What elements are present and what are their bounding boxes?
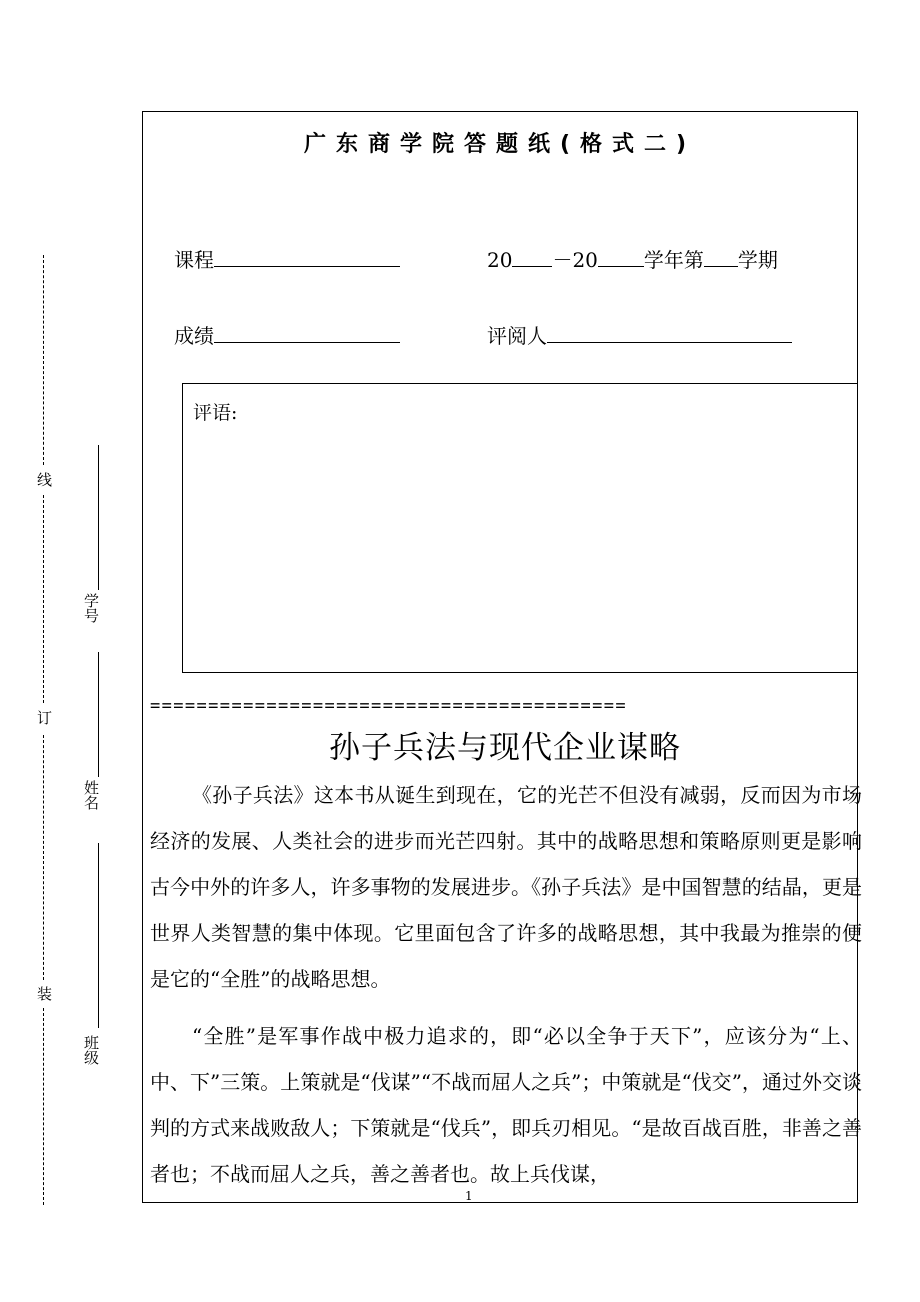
year-dash: －	[552, 248, 573, 272]
essay-paragraph: 《孙子兵法》这本书从诞生到现在，它的光芒不但没有减弱，反而因为市场经济的发展、人类社会的进步而光芒四射。其中的战略思想和策略原则更是影响古今中外的许多人，许多事物的发展进步。《孙子兵法》是中国智慧的结晶，更是世界人类智慧的集中体现。它里面包含了许多的战略思想，其中我最为推崇的便是它的“全胜”的战略思想。	[150, 783, 862, 991]
binding-label-ding: 订	[35, 710, 53, 725]
separator-line: =========================================	[150, 696, 628, 716]
essay-paragraph: “全胜”是军事作战中极力追求的，即“必以全争于天下”，应该分为“上、中、下”三策。上策就是“伐谋”“不战而屈人之兵”；中策就是“伐交”，通过外交谈判的方式来战败敌人；下策就是“伐兵”，即兵刃相见。“是故百战百胜，非善之善者也；不战而屈人之兵，善之善者也。故上兵伐谋，	[150, 1024, 862, 1186]
year-suffix: 学年第	[643, 248, 704, 272]
name-label: 姓名	[82, 780, 100, 810]
academic-year-field	[487, 244, 778, 273]
page-number: 1	[465, 1189, 473, 1203]
essay-title: 孙子兵法与现代企业谋略	[329, 730, 681, 766]
student-id-label: 学号	[82, 593, 100, 623]
course-label: 课程	[174, 248, 214, 272]
binding-label-xian: 线	[35, 472, 53, 487]
binding-dash-line-lower	[43, 735, 44, 980]
comment-box[interactable]	[182, 383, 858, 673]
binding-label-zhuang: 装	[35, 986, 53, 1001]
binding-dash-line-mid	[43, 495, 44, 703]
grade-blank[interactable]	[214, 320, 400, 343]
year-start-prefix: 20	[487, 248, 513, 272]
reviewer-field	[487, 320, 792, 349]
year-end-prefix: 20	[572, 248, 598, 272]
student-id-line	[98, 445, 99, 590]
sheet-title: 广东商学院答题纸(格式二)	[303, 132, 697, 157]
comment-label: 评语:	[193, 402, 238, 424]
binding-dash-line-top	[43, 255, 44, 465]
reviewer-label: 评阅人	[487, 324, 547, 348]
term-blank[interactable]	[704, 244, 738, 267]
binding-dash-line-bottom	[43, 1008, 44, 1205]
grade-field	[174, 320, 400, 349]
reviewer-blank[interactable]	[547, 320, 792, 343]
class-label: 班级	[82, 1035, 100, 1065]
grade-label: 成绩	[174, 324, 214, 348]
year-start-blank[interactable]	[512, 244, 552, 267]
class-line	[98, 843, 99, 1028]
course-blank[interactable]	[214, 244, 400, 267]
year-end-blank[interactable]	[598, 244, 644, 267]
name-line	[98, 652, 99, 777]
term-suffix: 学期	[737, 248, 778, 272]
course-field	[174, 244, 400, 273]
